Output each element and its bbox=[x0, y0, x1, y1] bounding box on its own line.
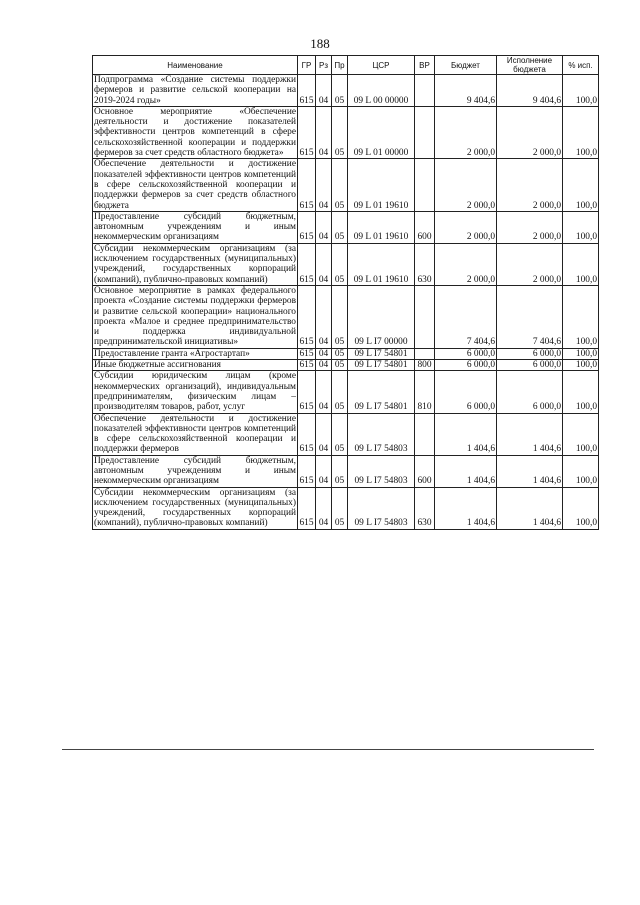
cell-vr: 800 bbox=[415, 360, 435, 371]
cell-csr: 09 L I7 54801 bbox=[348, 348, 415, 359]
table-header-row bbox=[93, 56, 599, 75]
cell-vr bbox=[415, 348, 435, 359]
cell-execution: 2 000,0 bbox=[497, 243, 563, 285]
cell-pr: 05 bbox=[332, 159, 348, 211]
table-row bbox=[93, 211, 599, 243]
cell-budget: 6 000,0 bbox=[435, 360, 497, 371]
cell-name: Обеспечение деятельности и достижение показателей эффективности центров компетенций в сфере сельскохозяйственной кооперации и поддержки фермеров за счет средств областного бюджета bbox=[94, 159, 296, 211]
header-gr: ГР bbox=[298, 56, 316, 75]
header-csr: ЦСР bbox=[348, 56, 415, 75]
cell-gr: 615 bbox=[298, 159, 316, 211]
cell-pr: 05 bbox=[332, 371, 348, 413]
cell-csr: 09 L 01 19610 bbox=[348, 211, 415, 243]
cell-csr: 09 L I7 54803 bbox=[348, 455, 415, 487]
cell-budget: 2 000,0 bbox=[435, 106, 497, 158]
cell-pr: 05 bbox=[332, 413, 348, 455]
cell-vr bbox=[415, 159, 435, 211]
cell-pr: 05 bbox=[332, 106, 348, 158]
cell-rz: 04 bbox=[316, 106, 332, 158]
cell-gr: 615 bbox=[298, 106, 316, 158]
cell-percent: 100,0 bbox=[563, 211, 599, 243]
cell-budget: 9 404,6 bbox=[435, 75, 497, 107]
cell-execution: 2 000,0 bbox=[497, 106, 563, 158]
cell-vr: 810 bbox=[415, 371, 435, 413]
cell-budget: 1 404,6 bbox=[435, 487, 497, 529]
cell-pr: 05 bbox=[332, 243, 348, 285]
cell-budget: 2 000,0 bbox=[435, 243, 497, 285]
cell-csr: 09 L 01 19610 bbox=[348, 159, 415, 211]
cell-vr: 600 bbox=[415, 211, 435, 243]
cell-rz: 04 bbox=[316, 371, 332, 413]
cell-csr: 09 L I7 54803 bbox=[348, 413, 415, 455]
cell-gr: 615 bbox=[298, 487, 316, 529]
cell-csr: 09 L I7 54801 bbox=[348, 371, 415, 413]
header-rz: Рз bbox=[316, 56, 332, 75]
table-row bbox=[93, 413, 599, 455]
cell-percent: 100,0 bbox=[563, 106, 599, 158]
cell-rz: 04 bbox=[316, 348, 332, 359]
cell-csr: 09 L 00 00000 bbox=[348, 75, 415, 107]
cell-rz: 04 bbox=[316, 360, 332, 371]
cell-budget: 2 000,0 bbox=[435, 159, 497, 211]
table-row bbox=[93, 360, 599, 371]
cell-name: Основное мероприятие в рамках федерального проекта «Создание системы поддержки фермеров и развитие сельской кооперации» национального проекта «Малое и среднее предпринимательство и поддержка индивидуальной предпринимательской инициативы» bbox=[94, 285, 296, 348]
cell-gr: 615 bbox=[298, 243, 316, 285]
header-name: Наименование bbox=[93, 56, 298, 75]
cell-execution: 6 000,0 bbox=[497, 371, 563, 413]
cell-gr: 615 bbox=[299, 360, 314, 371]
header-execution: Исполнение бюджета bbox=[497, 56, 563, 75]
cell-percent: 100,0 bbox=[563, 455, 599, 487]
cell-execution: 9 404,6 bbox=[497, 75, 563, 107]
header-budget: Бюджет bbox=[435, 56, 497, 75]
cell-rz: 04 bbox=[316, 243, 332, 285]
cell-percent: 100,0 bbox=[563, 75, 599, 107]
cell-csr: 09 L I7 54803 bbox=[348, 487, 415, 529]
table-row bbox=[93, 243, 599, 285]
cell-name: Субсидии некоммерческим организациям (за исключением государственных (муниципальных) учреждений, государственных корпораций (компаний), публично-правовых компаний) bbox=[94, 243, 296, 285]
cell-execution: 2 000,0 bbox=[497, 159, 563, 211]
cell-csr: 09 L I7 54801 bbox=[348, 360, 415, 371]
cell-execution: 1 404,6 bbox=[497, 455, 563, 487]
cell-name: Основное мероприятие «Обеспечение деятельности и достижение показателей эффективности центров компетенций в сфере сельскохозяйственной кооперации и поддержки фермеров за счет средств областного бюджета» bbox=[94, 106, 296, 159]
cell-pr: 05 bbox=[332, 360, 348, 371]
table-row bbox=[93, 159, 599, 211]
cell-pr: 05 bbox=[332, 75, 348, 107]
table-row bbox=[93, 348, 599, 359]
table-body bbox=[93, 75, 599, 530]
cell-name: Предоставление субсидий бюджетным, автономным учреждениям и иным некоммерческим организациям bbox=[94, 211, 296, 243]
table-row bbox=[93, 285, 599, 348]
cell-name: Обеспечение деятельности и достижение показателей эффективности центров компетенций в сфере сельскохозяйственной кооперации и поддержки фермеров bbox=[94, 413, 296, 455]
cell-name: Иные бюджетные ассигнования bbox=[93, 360, 298, 371]
cell-budget: 6 000,0 bbox=[435, 348, 497, 359]
cell-vr bbox=[415, 285, 435, 348]
cell-name: Предоставление субсидий бюджетным, автономным учреждениям и иным некоммерческим организациям bbox=[94, 455, 296, 487]
cell-gr: 615 bbox=[298, 371, 316, 413]
cell-budget: 2 000,0 bbox=[435, 211, 497, 243]
cell-gr: 615 bbox=[298, 285, 316, 348]
cell-execution: 7 404,6 bbox=[497, 285, 563, 348]
cell-name: Субсидии некоммерческим организациям (за исключением государственных (муниципальных) учреждений, государственных корпораций (компаний), публично-правовых компаний) bbox=[94, 487, 296, 529]
header-percent: % исп. bbox=[563, 56, 599, 75]
cell-rz: 04 bbox=[316, 455, 332, 487]
cell-pr: 05 bbox=[332, 487, 348, 529]
cell-execution: 1 404,6 bbox=[497, 413, 563, 455]
cell-name: Субсидии юридическим лицам (кроме некоммерческих организаций), индивидуальным предпринимателям, физическим лицам – производителям товаров, работ, услуг bbox=[94, 371, 296, 413]
cell-percent: 100,0 bbox=[563, 360, 599, 371]
budget-table bbox=[92, 55, 599, 530]
cell-pr: 05 bbox=[332, 455, 348, 487]
cell-percent: 100,0 bbox=[563, 413, 599, 455]
table-row bbox=[93, 371, 599, 413]
cell-rz: 04 bbox=[316, 159, 332, 211]
cell-gr: 615 bbox=[298, 413, 316, 455]
cell-rz: 04 bbox=[316, 285, 332, 348]
header-pr: Пр bbox=[332, 56, 348, 75]
cell-rz: 04 bbox=[316, 487, 332, 529]
cell-percent: 100,0 bbox=[563, 285, 599, 348]
cell-budget: 7 404,6 bbox=[435, 285, 497, 348]
cell-gr: 615 bbox=[298, 455, 316, 487]
cell-execution: 2 000,0 bbox=[497, 211, 563, 243]
cell-vr: 630 bbox=[415, 243, 435, 285]
cell-gr: 615 bbox=[298, 75, 316, 107]
cell-csr: 09 L 01 00000 bbox=[348, 106, 415, 158]
cell-name: Подпрограмма «Создание системы поддержки фермеров и развитие сельской кооперации на 2019-2024 годы» bbox=[94, 75, 296, 106]
cell-vr bbox=[415, 413, 435, 455]
cell-csr: 09 L I7 00000 bbox=[348, 285, 415, 348]
cell-name: Предоставление гранта «Агростартап» bbox=[93, 348, 298, 359]
table-row bbox=[93, 75, 599, 107]
cell-rz: 04 bbox=[316, 211, 332, 243]
cell-pr: 05 bbox=[332, 211, 348, 243]
cell-gr: 615 bbox=[298, 211, 316, 243]
cell-csr: 09 L 01 19610 bbox=[348, 243, 415, 285]
table-row bbox=[93, 106, 599, 158]
cell-percent: 100,0 bbox=[563, 371, 599, 413]
header-vr: ВР bbox=[415, 56, 435, 75]
cell-vr bbox=[415, 106, 435, 158]
cell-percent: 100,0 bbox=[563, 243, 599, 285]
cell-percent: 100,0 bbox=[563, 348, 599, 359]
cell-percent: 100,0 bbox=[563, 159, 599, 211]
cell-budget: 1 404,6 bbox=[435, 413, 497, 455]
cell-gr: 615 bbox=[299, 348, 314, 359]
cell-execution: 6 000,0 bbox=[497, 348, 563, 359]
cell-vr bbox=[415, 75, 435, 107]
table-row bbox=[93, 487, 599, 529]
table-row bbox=[93, 455, 599, 487]
cell-execution: 6 000,0 bbox=[497, 360, 563, 371]
cell-vr: 600 bbox=[415, 455, 435, 487]
page-number: 188 bbox=[310, 36, 330, 51]
cell-pr: 05 bbox=[332, 348, 348, 359]
cell-percent: 100,0 bbox=[563, 487, 599, 529]
cell-budget: 6 000,0 bbox=[435, 371, 497, 413]
cell-rz: 04 bbox=[316, 413, 332, 455]
cell-rz: 04 bbox=[316, 75, 332, 107]
cell-budget: 1 404,6 bbox=[435, 455, 497, 487]
page-divider bbox=[62, 749, 594, 750]
cell-pr: 05 bbox=[332, 285, 348, 348]
cell-vr: 630 bbox=[415, 487, 435, 529]
cell-execution: 1 404,6 bbox=[497, 487, 563, 529]
